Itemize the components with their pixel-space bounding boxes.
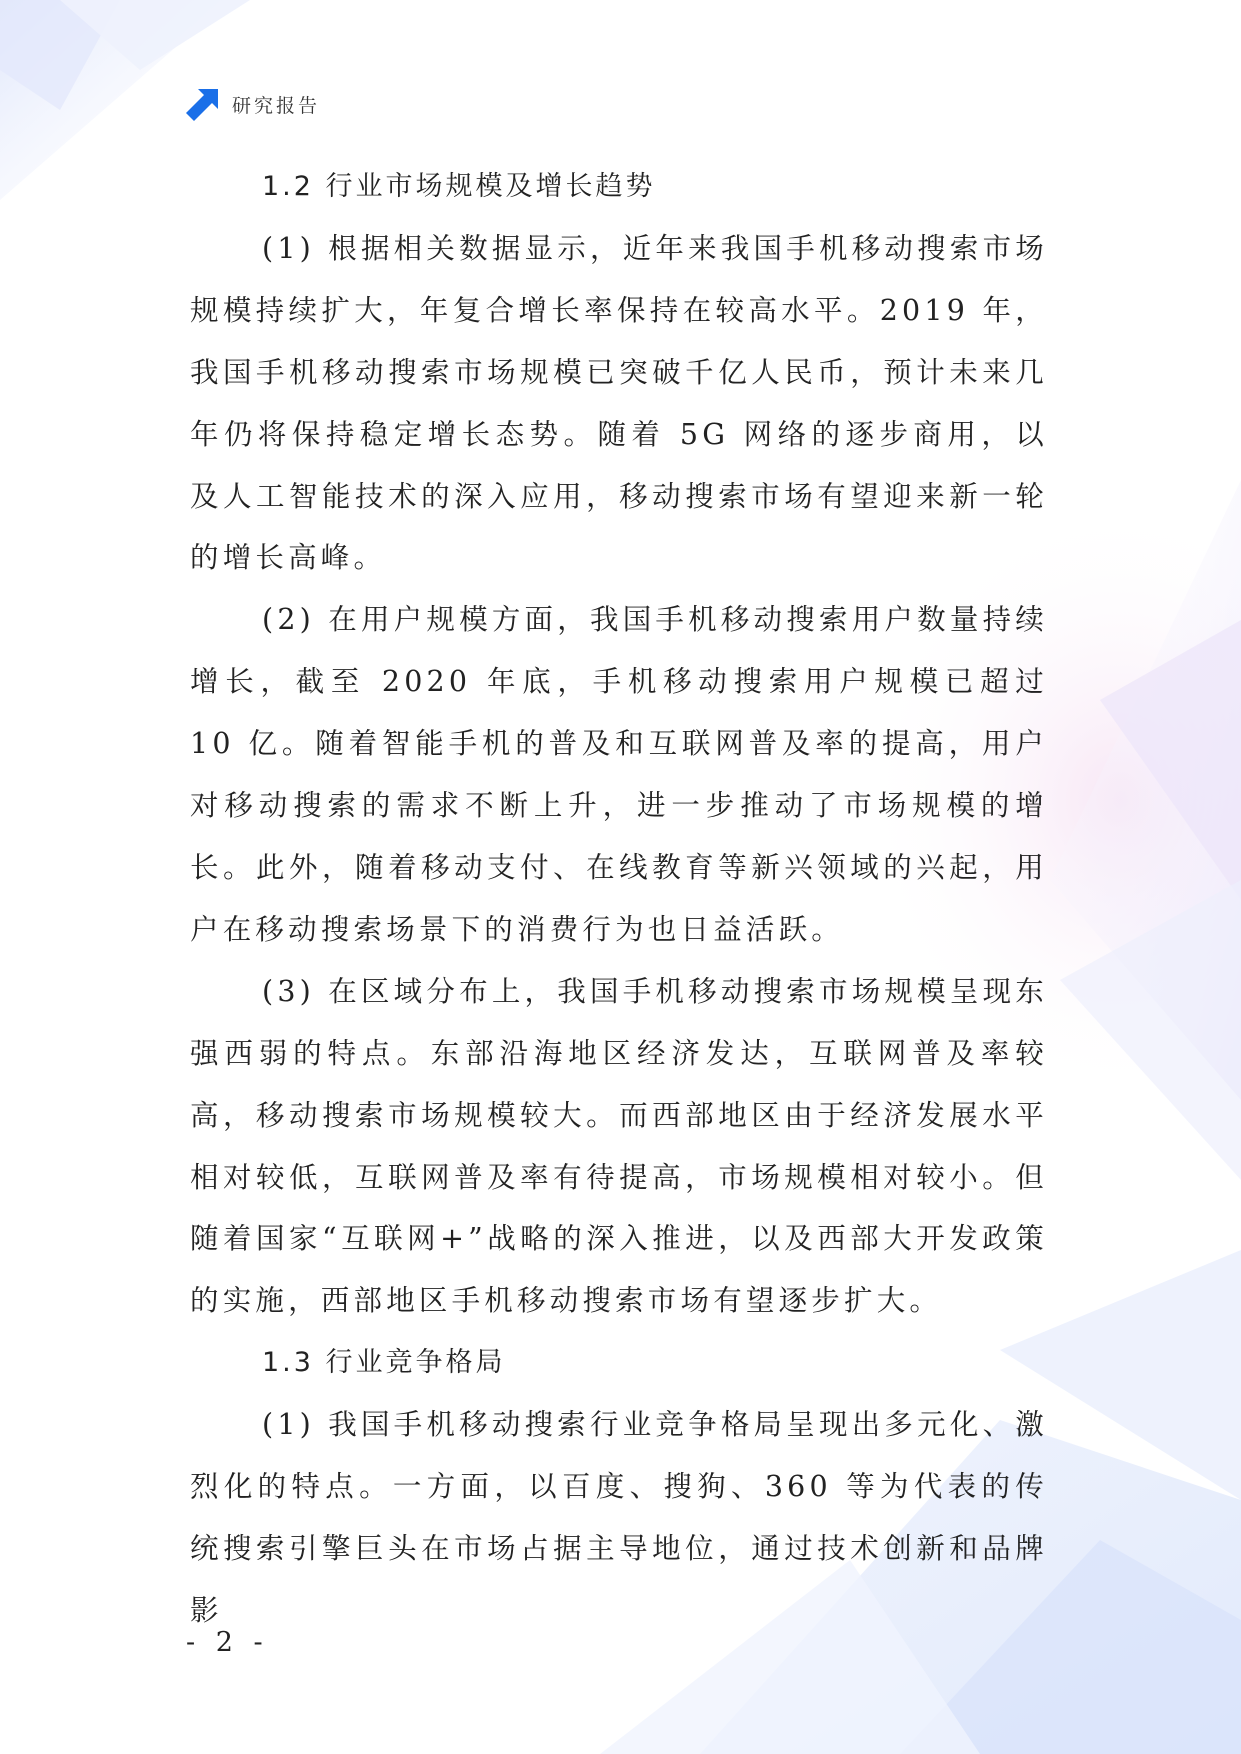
arrow-up-right-icon	[186, 87, 220, 121]
report-header	[186, 88, 320, 120]
page-number: - 2 -	[186, 1627, 269, 1658]
section-heading: 1.2 行业市场规模及增长趋势	[262, 171, 656, 202]
paragraph: (3) 在区域分布上，我国手机移动搜索市场规模呈现东强西弱的特点。东部沿海地区经济发达，互联网普及率较高，移动搜索市场规模较大。而西部地区由于经济发展水平相对较低，互联网普及率有待提高，市场规模相对较小。但随着国家“互联网+”战略的深入推进，以及西部大开发政策的实施，西部地区手机移动搜索市场有望逐步扩大。	[190, 974, 1048, 1318]
paragraph: (2) 在用户规模方面，我国手机移动搜索用户数量持续增长，截至 2020 年底，手机移动搜索用户规模已超过 10 亿。随着智能手机的普及和互联网普及率的提高，用户对移动搜索的需求不断上升，进一步推动了市场规模的增长。此外，随着移动支付、在线教育等新兴领域的兴起，用户在移动搜索场景下的消费行为也日益活跃。	[190, 603, 1048, 946]
paragraph: (1) 根据相关数据显示，近年来我国手机移动搜索市场规模持续扩大，年复合增长率保持在较高水平。2019 年，我国手机移动搜索市场规模已突破千亿人民币，预计未来几年仍将保持稳定增长态势。随着 5G 网络的逐步商用，以及人工智能技术的深入应用，移动搜索市场有望迎来新一轮的增长高峰。	[190, 231, 1048, 575]
header-title: 研究报告	[232, 94, 321, 117]
document-body	[190, 156, 1048, 1642]
paragraph: (1) 我国手机移动搜索行业竞争格局呈现出多元化、激烈化的特点。一方面，以百度、搜狗、360 等为代表的传统搜索引擎巨头在市场占据主导地位，通过技术创新和品牌影	[190, 1408, 1048, 1627]
section-heading: 1.3 行业竞争格局	[262, 1347, 506, 1379]
